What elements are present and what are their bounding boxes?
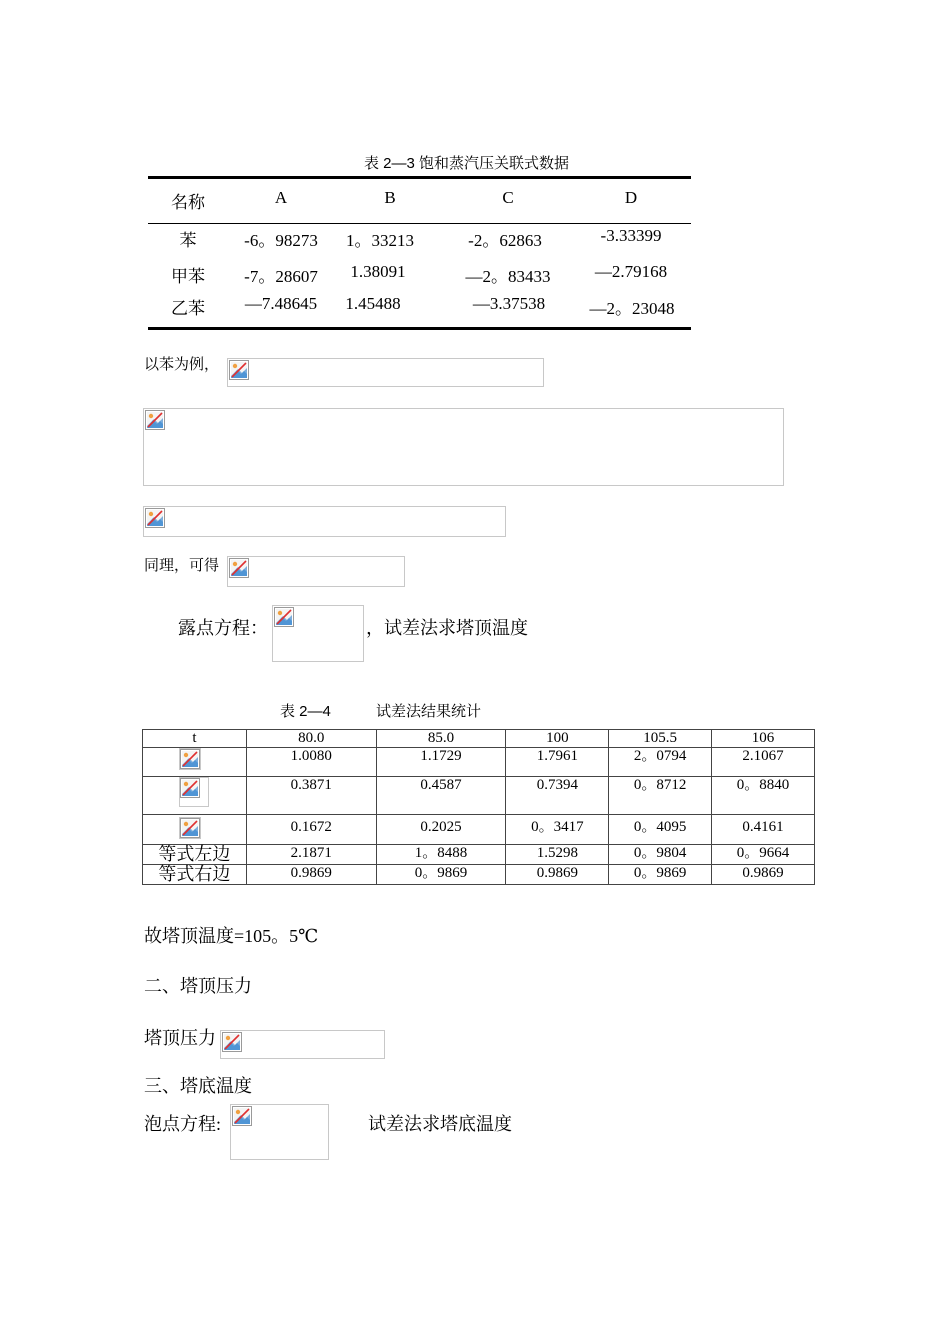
table2-header-cell: 80.0: [246, 730, 376, 748]
broken-image-icon: [232, 1106, 252, 1126]
dew-suffix: ，试差法求塔顶温度: [366, 618, 528, 638]
table2-right-label: 等式右边: [143, 865, 247, 885]
table2-row-label: [143, 748, 247, 777]
table2: [142, 729, 815, 885]
broken-image-icon: [145, 508, 165, 528]
formula-image-1: [227, 358, 544, 387]
table1-row: [148, 290, 691, 327]
table2-cell: 0。8840: [712, 777, 815, 815]
broken-image-icon: [145, 410, 165, 430]
table2-row: [143, 748, 815, 777]
table2-cell: 0.9869: [246, 865, 376, 885]
table2-cell: 1。8488: [376, 845, 506, 865]
broken-image-icon: [222, 1032, 242, 1052]
broken-image-icon: [229, 360, 249, 380]
table1-cell: —3.37538: [472, 294, 546, 313]
row-label-image: [179, 748, 201, 770]
table1-cell: —2。83433: [465, 267, 551, 286]
table2-cell: 0.7394: [506, 777, 609, 815]
table2-title-num: 表 2—4: [280, 703, 331, 720]
table1-cell: -3.33399: [600, 226, 662, 245]
table1-cell: 1.45488: [345, 294, 401, 313]
table2-left-row: [143, 845, 815, 865]
table1-cell: —2.79168: [594, 262, 668, 281]
table1-row: [148, 224, 691, 258]
table1-header-cell: A: [274, 188, 288, 207]
table2-cell: 0。9664: [712, 845, 815, 865]
table1-cell: 苯: [179, 231, 197, 250]
table2-cell: 1.5298: [506, 845, 609, 865]
table1-header-cell: B: [384, 188, 396, 207]
broken-image-icon: [180, 818, 200, 838]
table1-cell: -2。62863: [468, 231, 542, 250]
table2-cell: 1.7961: [506, 748, 609, 777]
table2-header-cell: 106: [712, 730, 815, 748]
formula-image-2: [143, 408, 784, 486]
broken-image-icon: [229, 558, 249, 578]
dew-formula-image: [272, 605, 364, 662]
table1-cell: 乙苯: [171, 299, 205, 318]
formula-image-3: [143, 506, 506, 537]
table2-header-cell: 100: [506, 730, 609, 748]
table2-row: [143, 777, 815, 815]
table2-row-label: [143, 815, 247, 845]
table1-row: [148, 258, 691, 290]
table2-cell: 1.0080: [246, 748, 376, 777]
section3-heading: 三、塔底温度: [144, 1076, 252, 1096]
table2-cell: 0。8712: [609, 777, 712, 815]
broken-image-icon: [180, 778, 200, 798]
table2-left-label: 等式左边: [143, 845, 247, 865]
row-label-image: [179, 777, 209, 807]
top-pressure-label: 塔顶压力: [144, 1028, 216, 1048]
table2-cell: 1.1729: [376, 748, 506, 777]
table2-cell: 2.1871: [246, 845, 376, 865]
table2-row-label: [143, 777, 247, 815]
bubble-suffix: 试差法求塔底温度: [368, 1114, 512, 1134]
table2-cell: 2.1067: [712, 748, 815, 777]
table1-title: 表 2—3 饱和蒸汽压关联式数据: [364, 155, 570, 172]
para-same: 同理，可得: [144, 558, 220, 574]
table1: [148, 176, 691, 330]
table2-row: [143, 815, 815, 845]
row-label-image: [179, 817, 201, 839]
table2-header-cell: 85.0: [376, 730, 506, 748]
table2-cell: 0。4095: [609, 815, 712, 845]
table1-header-cell: 名称: [171, 193, 205, 212]
table2-cell: 0.1672: [246, 815, 376, 845]
table1-header: [148, 179, 691, 224]
table2-header-cell: t: [143, 730, 247, 748]
table2-cell: 2。0794: [609, 748, 712, 777]
table1-cell: —7.48645: [244, 294, 318, 313]
result-text: 故塔顶温度=105。5℃: [144, 926, 319, 946]
table2-cell: 0.4161: [712, 815, 815, 845]
table2-right-row: [143, 865, 815, 885]
broken-image-icon: [180, 749, 200, 769]
broken-image-icon: [274, 607, 294, 627]
pressure-formula-image: [220, 1030, 385, 1059]
table1-cell: 1.38091: [350, 262, 406, 281]
table2-cell: 0.4587: [376, 777, 506, 815]
bubble-label: 泡点方程:: [144, 1114, 222, 1134]
para-example: 以苯为例，: [144, 357, 220, 373]
table2-cell: 0.3871: [246, 777, 376, 815]
table1-cell: -7。28607: [244, 267, 318, 286]
table2-cell: 0。9804: [609, 845, 712, 865]
table2-cell: 0.9869: [506, 865, 609, 885]
bubble-formula-image: [230, 1104, 329, 1160]
table2-header-row: [143, 730, 815, 748]
section2-heading: 二、塔顶压力: [144, 976, 252, 996]
table2-header-cell: 105.5: [609, 730, 712, 748]
table2-cell: 0。3417: [506, 815, 609, 845]
table2-cell: 0。9869: [376, 865, 506, 885]
table1-cell: -6。98273: [244, 231, 318, 250]
table1-cell: 甲苯: [171, 267, 205, 286]
formula-image-4: [227, 556, 405, 587]
table1-cell: —2。23048: [589, 299, 675, 318]
table2-cell: 0。9869: [609, 865, 712, 885]
table2-title-text: 试差法结果统计: [376, 703, 482, 720]
table1-header-cell: D: [624, 188, 638, 207]
table1-header-cell: C: [502, 188, 514, 207]
table2-cell: 0.9869: [712, 865, 815, 885]
dew-label: 露点方程：: [178, 618, 268, 638]
table1-cell: 1。33213: [346, 231, 414, 250]
table2-cell: 0.2025: [376, 815, 506, 845]
